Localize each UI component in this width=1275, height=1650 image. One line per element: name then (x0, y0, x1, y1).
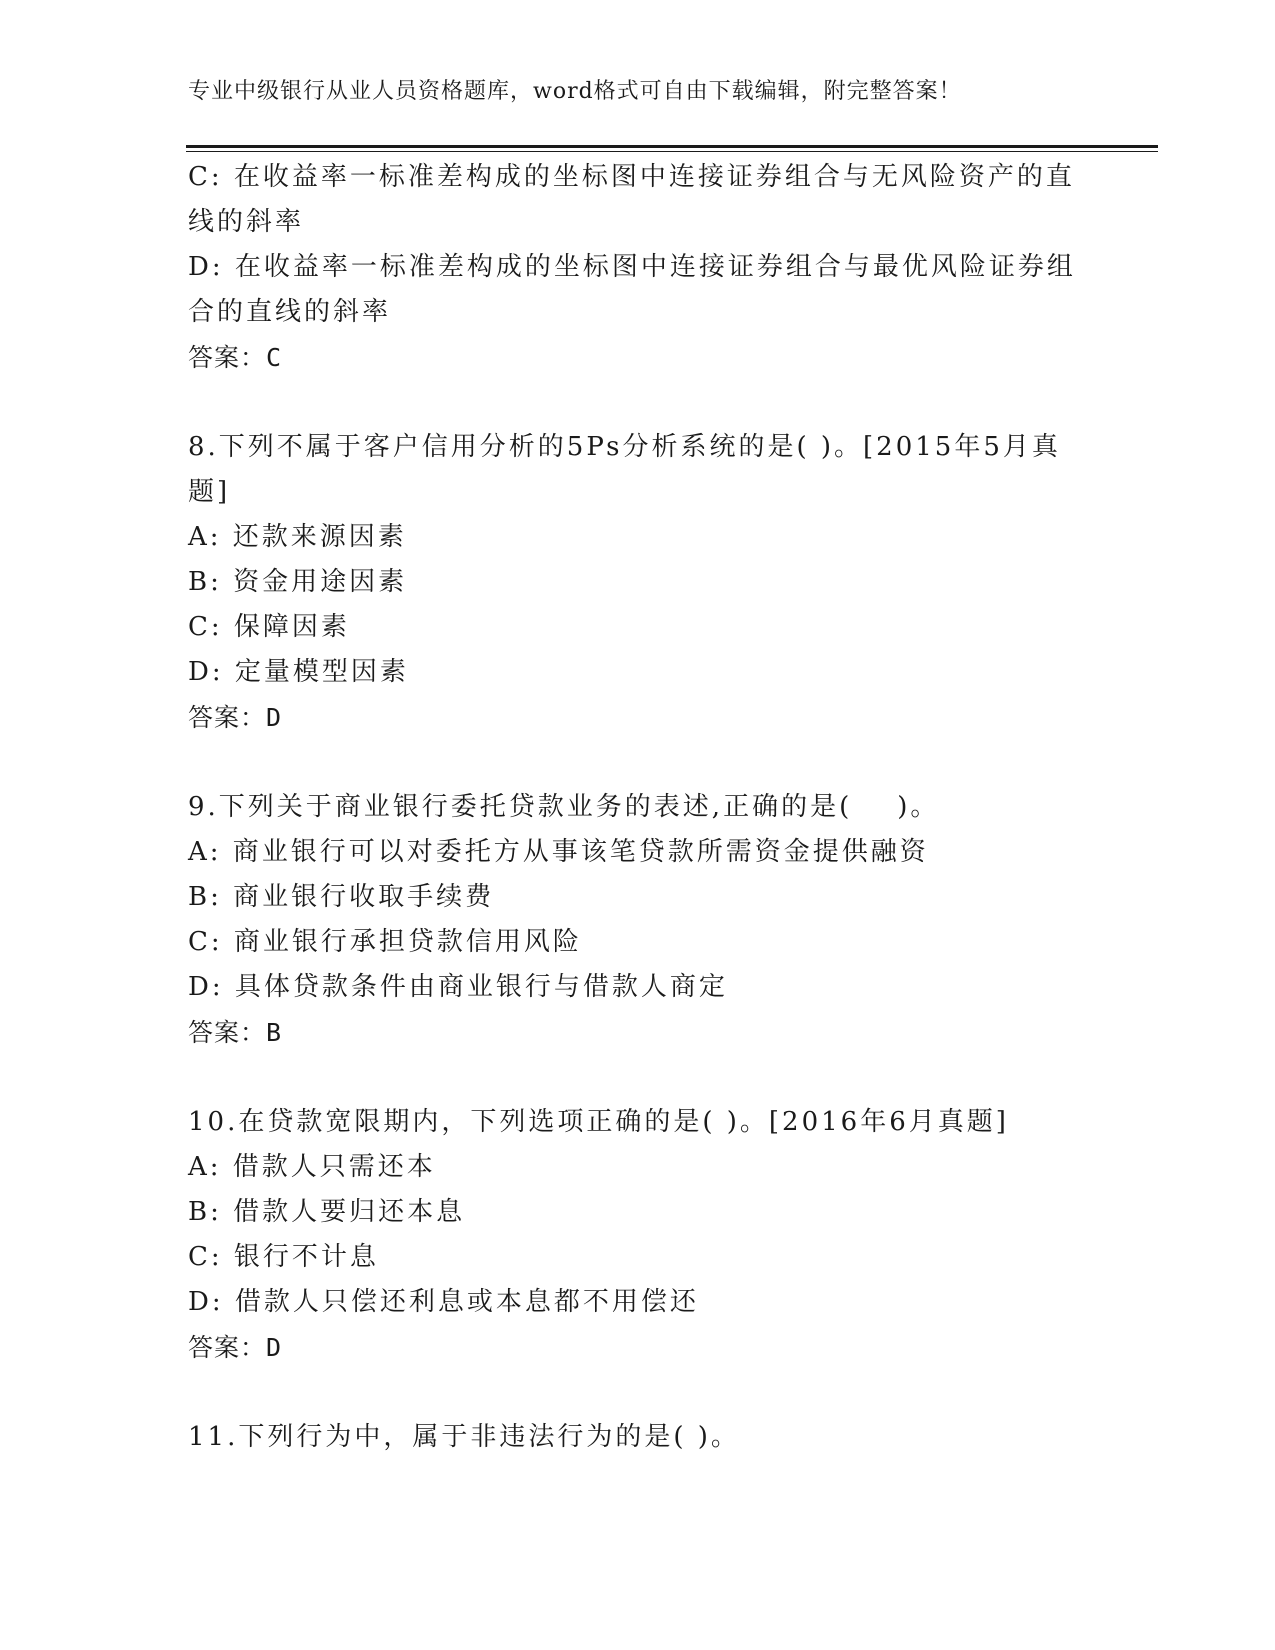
question-stem: 题] (188, 477, 231, 507)
option-c: C: 保障因素 (188, 612, 350, 642)
answer-value: C (266, 343, 283, 372)
question-content (188, 155, 1088, 1460)
option-a: A: 借款人只需还本 (188, 1152, 436, 1182)
answer-label: 答案： (188, 703, 267, 732)
page-header: 专业中级银行从业人员资格题库，word格式可自由下载编辑，附完整答案！ (188, 79, 962, 104)
question-stem: 8.下列不属于客户信用分析的5Ps分析系统的是( )。[2015年5月真 (188, 432, 1061, 462)
option-d: D: 具体贷款条件由商业银行与借款人商定 (188, 972, 728, 1002)
answer-label: 答案： (188, 1333, 267, 1362)
answer-value: D (266, 1333, 283, 1362)
answer-line (188, 335, 1088, 380)
header-rule-thin (186, 151, 1158, 152)
answer-label: 答案： (188, 1018, 267, 1047)
option-d: D: 定量模型因素 (188, 657, 409, 687)
option-b: B: 资金用途因素 (188, 567, 408, 597)
option-line: 线的斜率 (188, 207, 305, 237)
answer-line (188, 1010, 1088, 1055)
answer-label: 答案： (188, 343, 267, 372)
option-c: C: 银行不计息 (188, 1242, 379, 1272)
question-stem: 10.在贷款宽限期内，下列选项正确的是( )。[2016年6月真题] (188, 1107, 1009, 1137)
option-a: A: 商业银行可以对委托方从事该笔贷款所需资金提供融资 (188, 837, 929, 867)
header-rule-thick (186, 145, 1158, 148)
answer-value: B (266, 1018, 283, 1047)
option-b: B: 借款人要归还本息 (188, 1197, 466, 1227)
question-stem: 11.下列行为中，属于非违法行为的是( )。 (188, 1422, 740, 1452)
option-a: A: 还款来源因素 (188, 522, 407, 552)
answer-line (188, 695, 1088, 740)
option-line: 合的直线的斜率 (188, 297, 392, 327)
answer-value: D (266, 703, 283, 732)
question-stem: 9.下列关于商业银行委托贷款业务的表述,正确的是( )。 (188, 792, 940, 822)
option-c: C: 商业银行承担贷款信用风险 (188, 927, 582, 957)
answer-line (188, 1325, 1088, 1370)
option-line: C: 在收益率一标准差构成的坐标图中连接证券组合与无风险资产的直 (188, 162, 1075, 192)
option-d: D: 借款人只偿还利息或本息都不用偿还 (188, 1287, 699, 1317)
option-b: B: 商业银行收取手续费 (188, 882, 495, 912)
option-line: D: 在收益率一标准差构成的坐标图中连接证券组合与最优风险证券组 (188, 252, 1076, 282)
